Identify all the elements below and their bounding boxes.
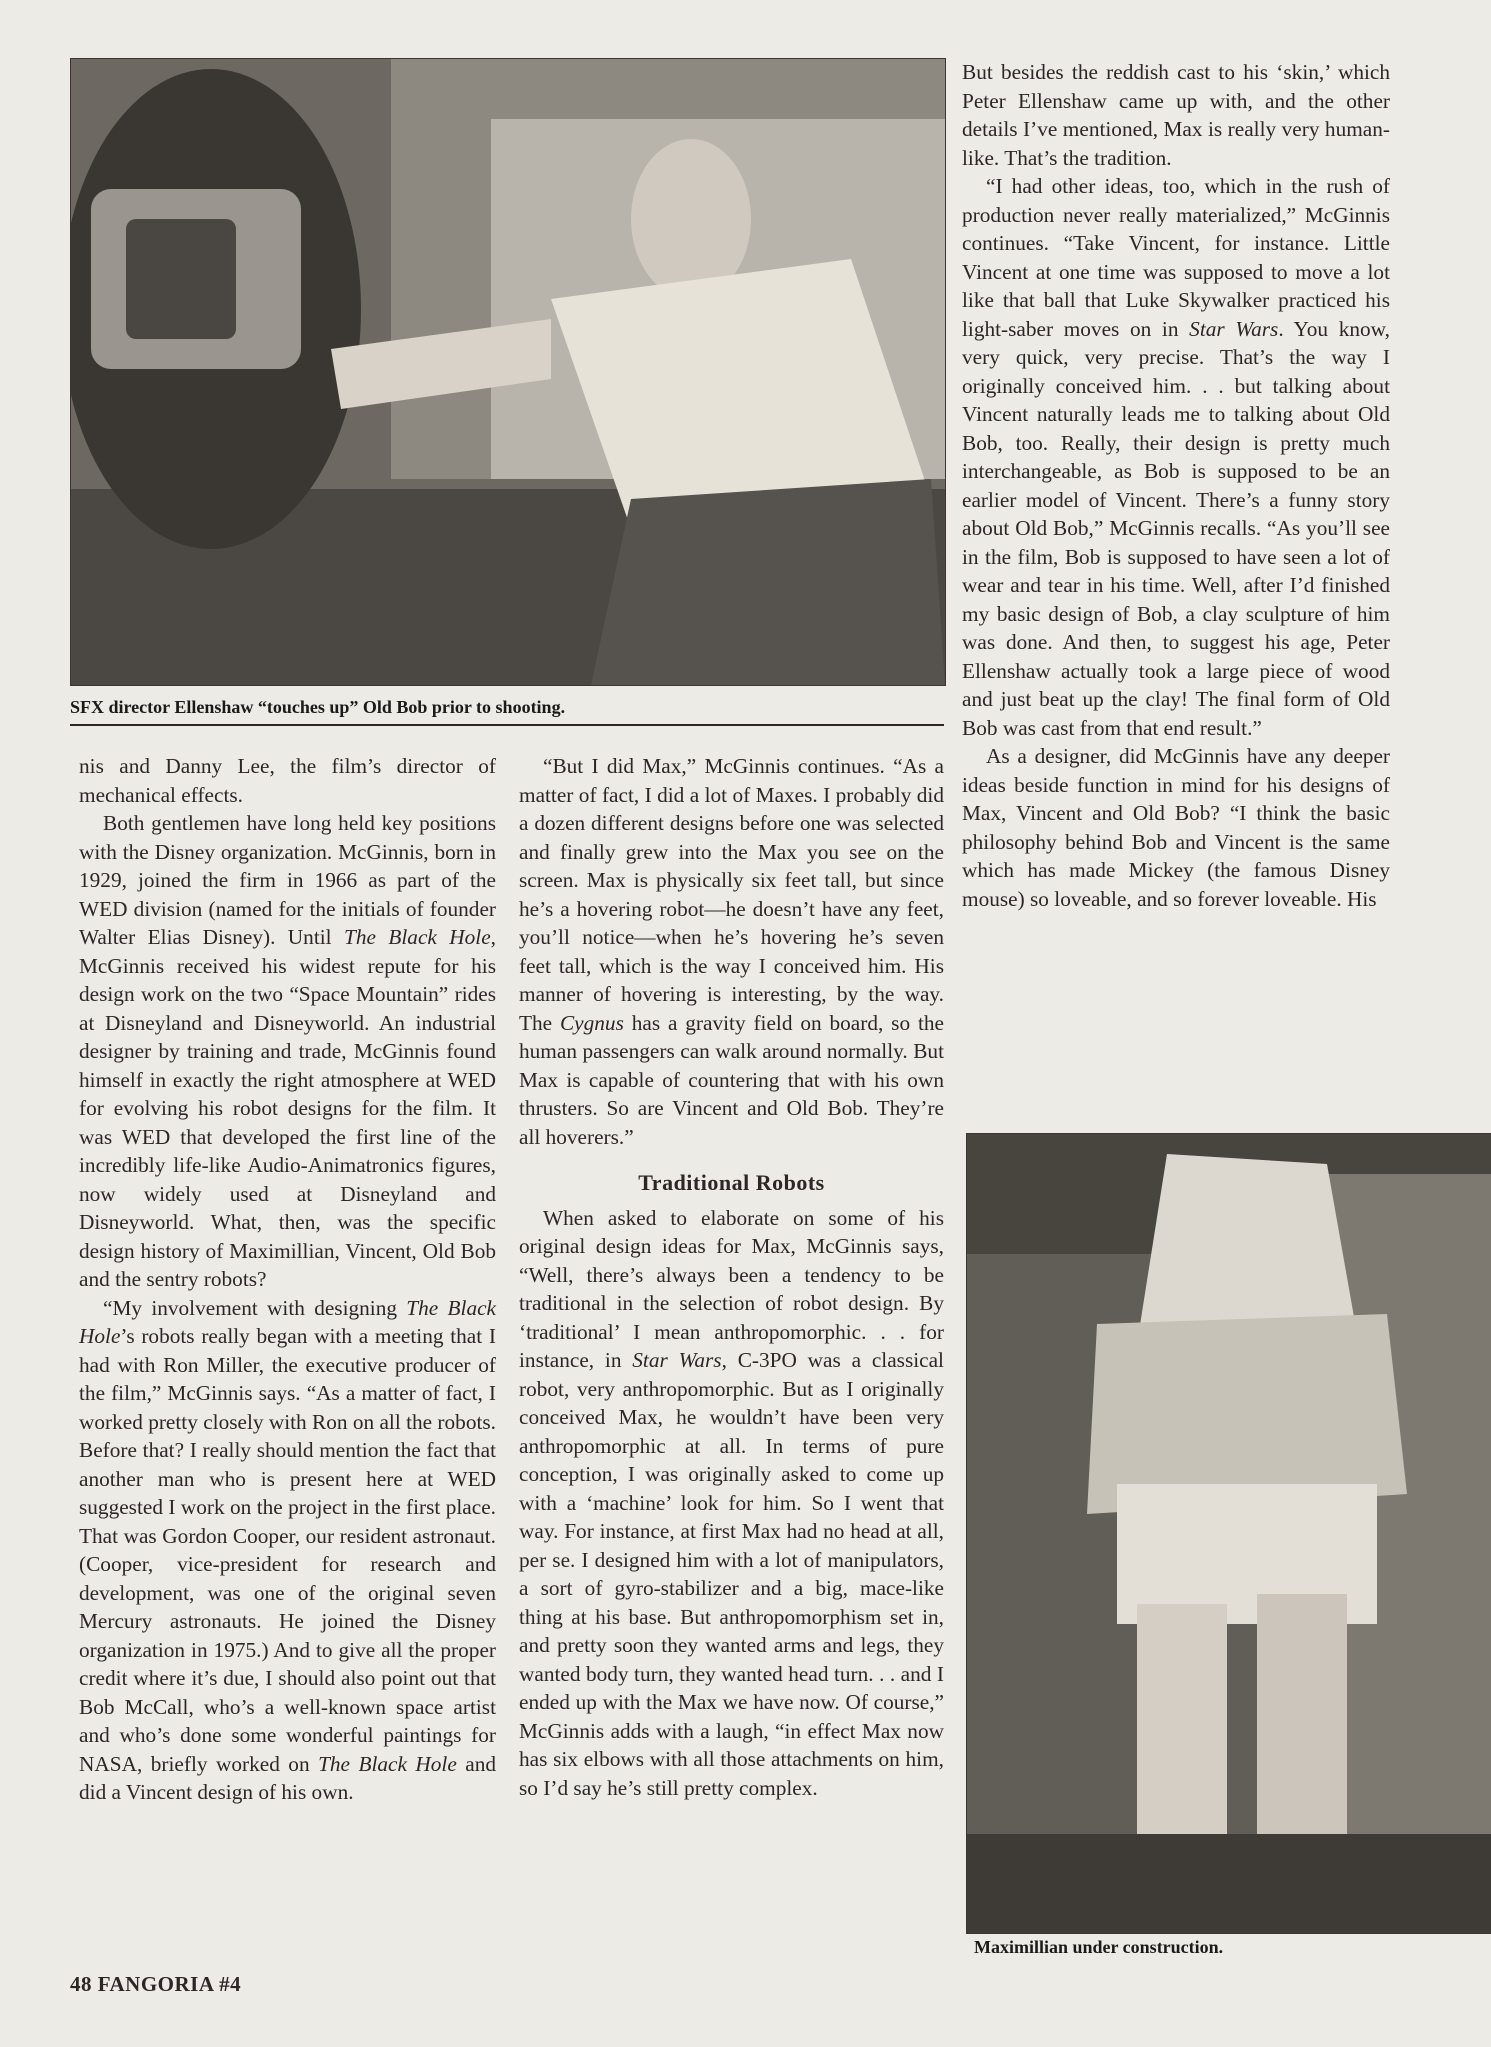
col2-paragraph-2 (519, 1204, 944, 1803)
article-column-1 (79, 752, 496, 1807)
col2-p2-italic: Star Wars (632, 1348, 722, 1372)
photo-caption-top: SFX director Ellenshaw “touches up” Old Bob prior to shooting. (70, 697, 566, 717)
col1-p3-text-c: and did a Vincent design of his own. (79, 1751, 496, 1804)
col2-p1-italic: Cygnus (559, 1010, 624, 1035)
col2-p2-text-a: When asked to elaborate on some of his original design ideas for Max, McGinnis says, “Well, there’s always been a tendency to be traditional in the selection of robot design. By ‘traditional’ I mean anthropomorphic. . . for instance, in (519, 1205, 944, 1372)
col1-p3-text-a: “My involvement with designing (103, 1295, 407, 1320)
col1-paragraph-3 (79, 1294, 496, 1807)
col3-p2-text-a: “I had other ideas, too, which in the rush of production never really materialized,” McGinnis continues. “Take Vincent, for instance. Little Vincent at one time was supposed to move a lot like that ball that Luke Skywalker practiced his light-saber moves on in (962, 174, 1390, 341)
photo-maximillian-illustration (967, 1134, 1491, 1933)
col1-p2-italic: The Black Hole (344, 925, 491, 949)
photo-maximillian (966, 1133, 1491, 1934)
col3-paragraph-1: But besides the reddish cast to his ‘skin,’ which Peter Ellenshaw came up with, and the other details I’ve mentioned, Max is really very human-like. That’s the tradition. (962, 60, 1390, 170)
col2-p2-text-b: , C-3PO was a classical robot, very anthropomorphic. But as I originally conceived Max, he wouldn’t have been very anthropomorphic at all. In terms of pure conception, I was originally asked to come up with a ‘machine’ look for him. So I went that way. For instance, at first Max had no head at all, per se. I designed him with a lot of manipulators, a sort of gyro-stabilizer and a big, mace-like thing at his base. But anthropomorphism set in, and pretty soon they wanted arms and legs, they wanted body turn, they wanted head turn. . . and I ended up with the Max we have now. Of course,” McGinnis adds with a laugh, “in effect Max now has six elbows with all those attachments on him, so I’d say he’s still pretty complex. (519, 1348, 944, 1800)
col3-paragraph-2 (962, 172, 1390, 742)
col1-p3-text-b: ’s robots really began with a meeting that I had with Ron Miller, the executive producer of the film,” McGinnis says. “As a matter of fact, I worked pretty closely with Ron on all the robots. Before that? I really should mention the fact that another man who is present here at WED suggested I work on the project in the first place. That was Gordon Cooper, our resident astronaut. (Cooper, vice-president for research and development, was one of the original seven Mercury astronauts. He joined the Disney organization in 1975.) And to give all the proper credit where it’s due, I should also point out that Bob McCall, who’s a well-known space artist and who’s done some wonderful paintings for NASA, briefly worked on (79, 1324, 496, 1776)
col1-paragraph-2 (79, 809, 496, 1294)
col1-p2-tail: , McGinnis received his widest repute for his design work on the two “Space Mountain” rides at Disneyland and Disneyworld. An industrial designer by training and trade, McGinnis found himself in exactly the right atmosphere at WED for evolving his robot designs for the film. It was WED that developed the first line of the incredibly life-like Audio-Animatronics figures, now widely used at Disneyland and Disneyworld. What, then, was the specific design history of Maximillian, Vincent, Old Bob and the sentry robots? (79, 925, 496, 1291)
col2-p1-text: “But I did Max,” McGinnis continues. “As a matter of fact, I did a lot of Maxes. I probably did a dozen different designs before one was selected and finally grew into the Max you see on the screen. Max is physically six feet tall, but since he’s a hovering robot—he doesn’t have any feet, you’ll notice—when he’s hovering he’s seven feet tall, which is the way I conceived him. His manner of hovering is interesting, by the way. The (519, 754, 944, 1035)
col1-p2-text: Both gentlemen have long held key positions with the Disney organization. McGinnis, born in 1929, joined the firm in 1966 as part of the WED division (named for the initials of founder Walter Elias Disney). Until (79, 811, 496, 949)
col1-p3-italic-2: The Black Hole (318, 1751, 457, 1776)
article-column-3 (962, 58, 1390, 913)
page-footer: 48 FANGORIA #4 (70, 1972, 242, 1996)
col3-paragraph-3: As a designer, did McGinnis have any deeper ideas beside function in mind for his designs of Max, Vincent and Old Bob? “I think the basic philosophy behind Bob and Vincent is the same which has made Mickey (the famous Disney mouse) so loveable, and so forever loveable. His (962, 744, 1390, 911)
photo-caption-bottom: Maximillian under construction. (974, 1937, 1224, 1957)
caption-divider (70, 724, 944, 726)
col2-paragraph-1 (519, 752, 944, 1151)
col3-p2-italic: Star Wars (1189, 316, 1279, 341)
col1-p3-italic: The Black Hole (79, 1295, 496, 1348)
col1-paragraph-1: nis and Danny Lee, the film’s director of mechanical effects. (79, 754, 496, 807)
col3-p2-text-b: . You know, very quick, very precise. That’s the way I originally conceived him. . . but talking about Vincent naturally leads me to talking about Old Bob, too. Really, their design is pretty much interchangeable, as Bob is supposed to be an earlier model of Vincent. There’s a funny story about Old Bob,” McGinnis recalls. “As you’ll see in the film, Bob is supposed to have seen a lot of wear and tear in his time. Well, after I’d finished my basic design of Bob, a clay sculpture of him was done. And then, to suggest his age, Peter Ellenshaw actually took a large piece of wood and just beat up the clay! The final form of Old Bob was cast from that end result.” (962, 316, 1390, 740)
photo-ellenshaw-old-bob (70, 58, 946, 686)
photo-ellenshaw-illustration (71, 59, 945, 685)
col2-p1-tail: has a gravity field on board, so the human passengers can walk around normally. But Max is capable of countering that with his own thrusters. So are Vincent and Old Bob. They’re all hoverers.” (519, 1010, 944, 1149)
section-subhead: Traditional Robots (638, 1170, 825, 1195)
article-column-2 (519, 752, 944, 1802)
